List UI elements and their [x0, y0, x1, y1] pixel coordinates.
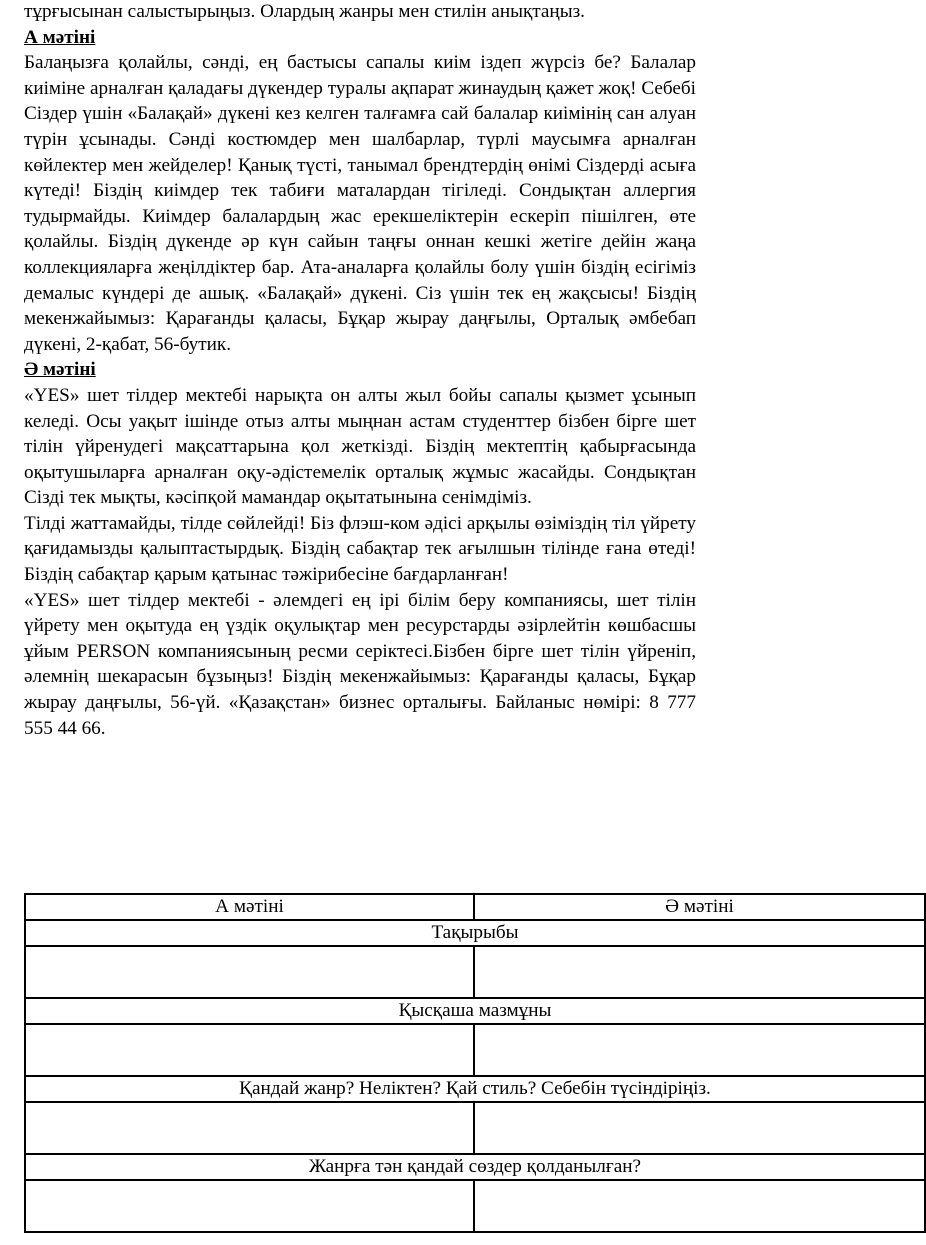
column-header-b: Ә мәтіні [474, 894, 925, 920]
section-label-genre: Қандай жанр? Неліктен? Қай стиль? Себебін түсіндіріңіз. [25, 1076, 925, 1102]
section-label-summary: Қысқаша мазмұны [25, 998, 925, 1024]
table-answer-row [25, 1180, 925, 1232]
comparison-table [24, 893, 926, 1233]
text-a-heading: А мәтіні [24, 26, 96, 48]
table-section-row [25, 998, 925, 1024]
table-section-row [25, 920, 925, 946]
table-header-row [25, 894, 925, 920]
answer-cell-a-words[interactable] [25, 1180, 474, 1232]
document-body [24, 0, 696, 741]
text-b-paragraph-3: «YES» шет тілдер мектебі - әлемдегі ең ірі білім беру компаниясы, шет тілін үйрету мен оқытуда ең үздік оқулықтар мен ресурстарды әзірлейтін көшбасшы ұйым PERSON компаниясының ресми серіктесі.Бізбен бірге шет тілін үйреніп, әлемнің шекарасын бұзыңыз! Біздің мекенжайымыз: Қарағанды қаласы, Бұқар жырау даңғылы, 56-үй. «Қазақстан» бизнес орталығы. Байланыс нөмірі: 8 777 555 44 66. [24, 589, 696, 739]
table-answer-row [25, 1024, 925, 1076]
answer-cell-b-topic[interactable] [474, 946, 925, 998]
answer-cell-a-genre[interactable] [25, 1102, 474, 1154]
column-header-a: А мәтіні [25, 894, 474, 920]
table-section-row [25, 1076, 925, 1102]
text-b-paragraph-2: Тілді жаттамайды, тілде сөйлейді! Біз флэш-ком әдісі арқылы өзіміздің тіл үйрету қағидамызды қалыптастырдық. Біздің сабақтар тек ағылшын тілінде ғана өтеді! Біздің сабақтар қарым қатынас тәжірибесіне бағдарланған! [24, 512, 696, 586]
answer-cell-a-summary[interactable] [25, 1024, 474, 1076]
text-b-heading: Ә мәтіні [24, 359, 96, 381]
answer-cell-b-genre[interactable] [474, 1102, 925, 1154]
section-label-words: Жанрға тән қандай сөздер қолданылған? [25, 1154, 925, 1180]
comparison-table-wrapper [24, 893, 734, 1245]
intro-line: тұрғысынан салыстырыңыз. Олардың жанры мен стилін анықтаңыз. [24, 1, 585, 22]
table-answer-row [25, 946, 925, 998]
answer-cell-a-topic[interactable] [25, 946, 474, 998]
section-label-topic: Тақырыбы [25, 920, 925, 946]
text-a-paragraph: Балаңызға қолайлы, сәнді, ең бастысы сапалы киім іздеп жүрсіз бе? Балалар киіміне арналған қаладағы дүкендер туралы ақпарат жинаудың қажет жоқ! Себебі Сіздер үшін «Балақай» дүкені кез келген талғамға сай балалар киімінің сан алуан түрін ұсынады. Сәнді костюмдер мен шалбарлар, түрлі маусымға арналған көйлектер мен жейделер! Қанық түсті, танымал брендтердің өнімі Сіздерді асыға күтеді! Біздің киімдер тек табиғи маталардан тігіледі. Сондықтан аллергия тудырмайды. Киімдер балалардың жас ерекшеліктерін ескеріп пішілген, өте қолайлы. Біздің дүкенде әр күн сайын таңғы оннан кешкі жетіге дейін жаңа коллекцияларға жеңілдіктер бар. Ата-аналарға қолайлы болу үшін біздің есігіміз демалыс күндері де ашық. «Балақай» дүкені. Сіз үшін тек ең жақсысы! Біздің мекенжайымыз: Қарағанды қаласы, Бұқар жырау даңғылы, Орталық әмбебап дүкені, 2-қабат, 56-бутик. [24, 52, 696, 355]
text-b-paragraph-1: «YES» шет тілдер мектебі нарықта он алты жыл бойы сапалы қызмет ұсынып келеді. Осы уақыт ішінде отыз алты мыңнан астам студенттер бізбен бірге шет тілін үйренудегі мақсаттарына қол жеткізді. Біздің мектептің қабырғасында оқытушыларға арналған оқу-әдістемелік орталық жұмыс жасайды. Сондықтан Сізді тек мықты, кәсіпқой мамандар оқытатынына сенімдіміз. [24, 384, 696, 509]
table-section-row [25, 1154, 925, 1180]
table-answer-row [25, 1102, 925, 1154]
answer-cell-b-words[interactable] [474, 1180, 925, 1232]
answer-cell-b-summary[interactable] [474, 1024, 925, 1076]
